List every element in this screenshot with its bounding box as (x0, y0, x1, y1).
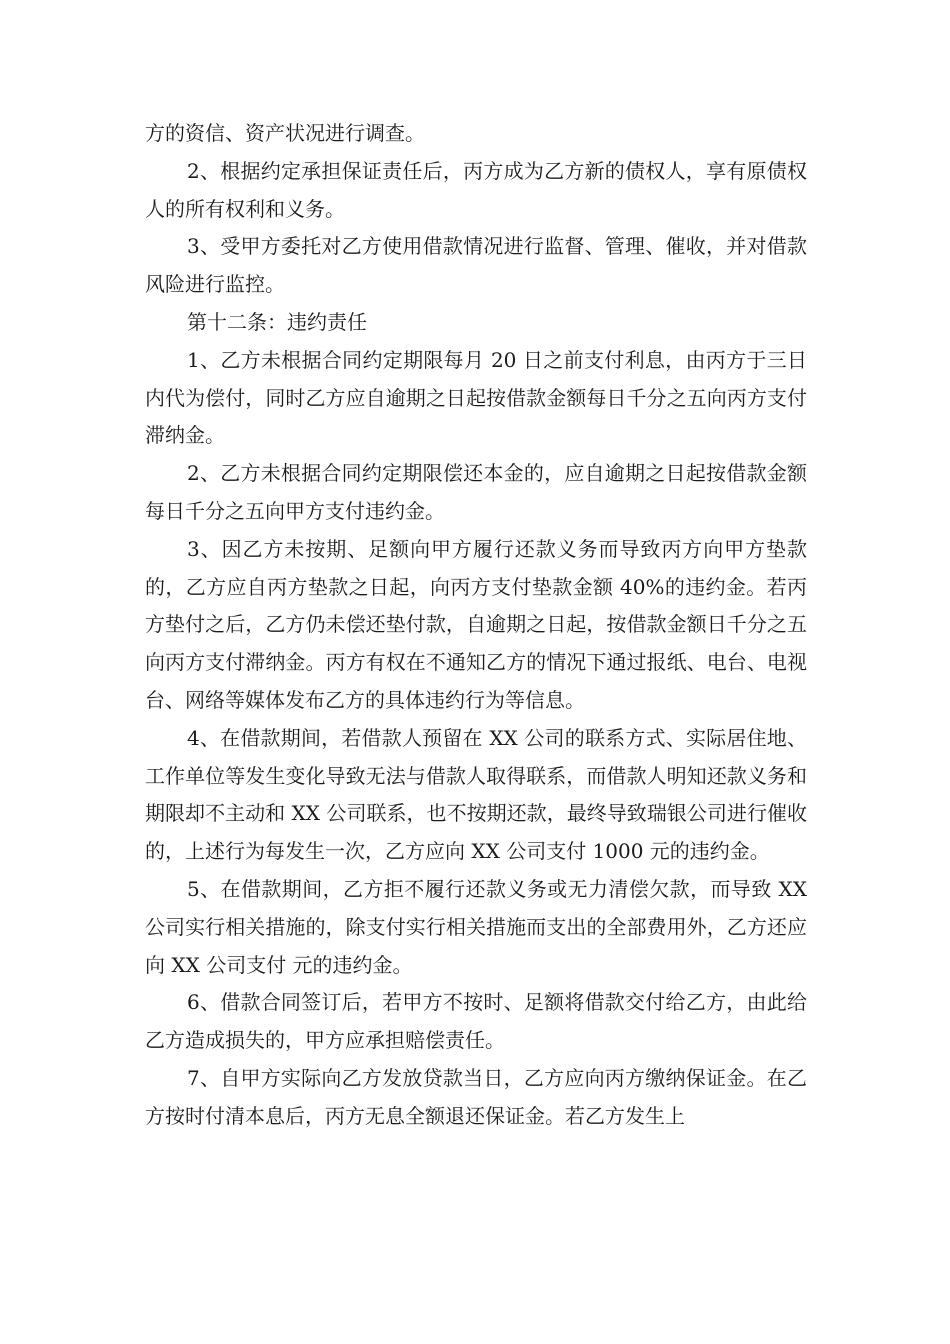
paragraph-penalty-5: 5、在借款期间，乙方拒不履行还款义务或无力清偿欠款，而导致 XX 公司实行相关措施的，除支付实行相关措施而支出的全部费用外，乙方还应向 XX 公司支付 元的违约金。 (145, 876, 807, 977)
paragraph-clause-2: 2、根据约定承担保证责任后，丙方成为乙方新的债权人，享有原债权人的所有权利和义务。 (145, 158, 807, 221)
paragraph-penalty-3: 3、因乙方未按期、足额向甲方履行还款义务而导致丙方向甲方垫款的，乙方应自丙方垫款之日起，向丙方支付垫款金额 40%的违约金。若丙方垫付之后，乙方仍未偿还垫付款，自逾期之日起，按借款金额日千分之五向丙方支付滞纳金。丙方有权在不通知乙方的情况下通过报纸、电台、电视台、网络等媒体发布乙方的具体违约行为等信息。 (145, 536, 807, 712)
paragraph-penalty-1: 1、乙方未根据合同约定期限每月 20 日之前支付利息，由丙方于三日内代为偿付，同时乙方应自逾期之日起按借款金额每日千分之五向丙方支付滞纳金。 (145, 347, 807, 448)
paragraph-continuation: 方的资信、资产状况进行调查。 (145, 121, 425, 145)
paragraph-penalty-6: 6、借款合同签订后，若甲方不按时、足额将借款交付给乙方，由此给乙方造成损失的，甲方应承担赔偿责任。 (145, 990, 807, 1053)
section-heading-article-12: 第十二条：违约责任 (187, 309, 367, 334)
paragraph-penalty-7: 7、自甲方实际向乙方发放贷款当日，乙方应向丙方缴纳保证金。在乙方按时付清本息后，丙方无息全额退还保证金。若乙方发生上 (145, 1065, 807, 1128)
paragraph-penalty-2: 2、乙方未根据合同约定期限偿还本金的，应自逾期之日起按借款金额每日千分之五向甲方支付违约金。 (145, 461, 807, 523)
paragraph-clause-3: 3、受甲方委托对乙方使用借款情况进行监督、管理、催收，并对借款风险进行监控。 (145, 234, 807, 297)
paragraph-penalty-4: 4、在借款期间，若借款人预留在 XX 公司的联系方式、实际居住地、工作单位等发生变化导致无法与借款人取得联系，而借款人明知还款义务和期限却不主动和 XX 公司联系，也不按期还款，最终导致瑞银公司进行催收的，上述行为每发生一次，乙方应向 XX 公司支付 1000 元的违约金。 (145, 725, 807, 864)
document-body (145, 115, 807, 1136)
